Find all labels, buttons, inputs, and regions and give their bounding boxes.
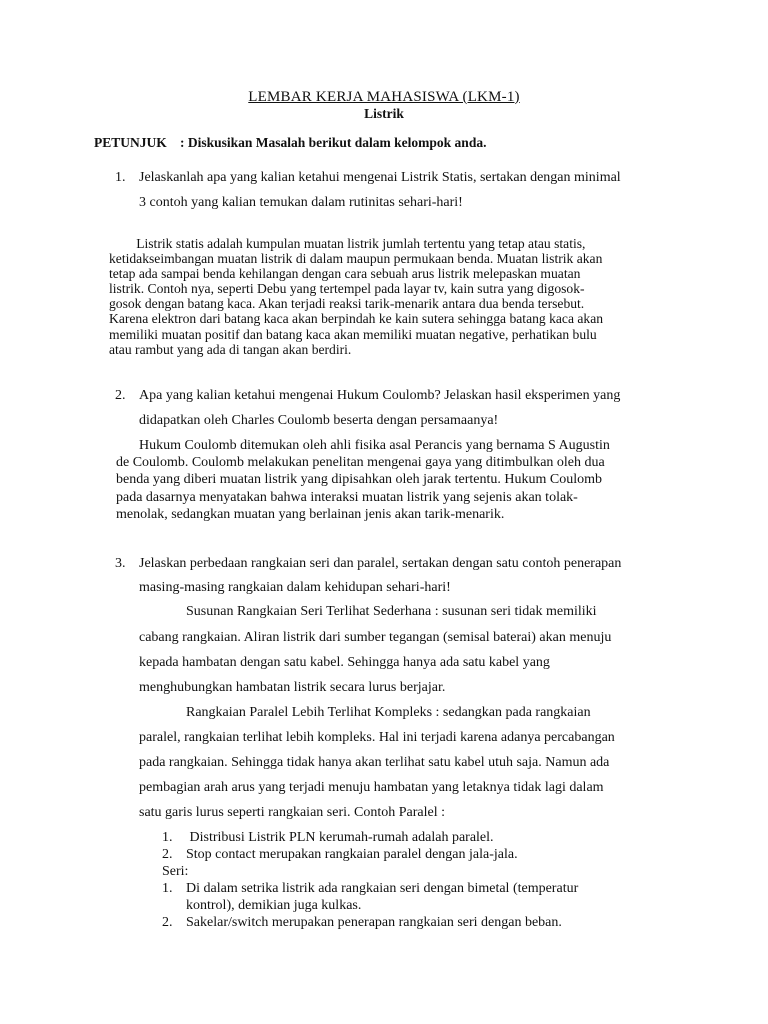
answer-line: menghubungkan hambatan listrik secara lurus berjajar. [139, 680, 446, 695]
answer-line: pada dasarnya menyatakan bahwa interaksi muatan listrik yang sejenis akan tolak- [116, 489, 578, 505]
answer-line: memiliki muatan positif dan batang kaca akan memiliki muatan negative, perhatikan bulu [109, 326, 597, 342]
question-line: Jelaskan perbedaan rangkaian seri dan paralel, sertakan dengan satu contoh penerapan [139, 556, 622, 571]
answer-line: listrik. Contoh nya, seperti Debu yang tertempel pada layar tv, kain sutra yang digosok- [109, 281, 585, 297]
answer-line: kepada hambatan dengan satu kabel. Sehingga hanya ada satu kabel yang [139, 655, 550, 670]
answer-line: satu garis lurus seperti rangkaian seri. Contoh Paralel : [139, 805, 445, 820]
answer-2 [116, 437, 610, 523]
list-item-continuation: kontrol), demikian juga kulkas. [186, 898, 362, 913]
list-item: Stop contact merupakan rangkaian paralel dengan jala-jala. [186, 847, 518, 862]
list-item: Sakelar/switch merupakan penerapan rangkaian seri dengan beban. [186, 915, 562, 930]
question-line: Jelaskanlah apa yang kalian ketahui mengenai Listrik Statis, sertakan dengan minimal [139, 170, 621, 185]
list-number: 1. [162, 830, 173, 845]
list-number: 2. [162, 847, 173, 862]
question-line: masing-masing rangkaian dalam kehidupan sehari-hari! [139, 580, 451, 595]
page-title: LEMBAR KERJA MAHASISWA (LKM-1) [248, 89, 520, 105]
page-subtitle: Listrik [364, 106, 404, 121]
answer-line: pembagian arah arus yang terjadi menuju hambatan yang letaknya tidak lagi dalam [139, 780, 604, 795]
answer-line: pada rangkaian. Sehingga tidak hanya akan terlihat satu kabel utuh saja. Namun ada [139, 755, 610, 770]
answer-line: tetap ada sampai benda kehilangan dengan cara sebuah arus listrik melepaskan muatan [109, 266, 581, 282]
list-number: 2. [162, 915, 173, 930]
instruction-label: PETUNJUK [94, 135, 167, 150]
answer-1 [109, 236, 679, 357]
question-line: 3 contoh yang kalian temukan dalam rutinitas sehari-hari! [139, 195, 463, 210]
series-label: Seri: [162, 864, 189, 879]
answer-line: paralel, rangkaian terlihat lebih kompleks. Hal ini terjadi karena adanya percabangan [139, 730, 615, 745]
answer-line: benda yang diberi muatan listrik yang dipisahkan oleh jarak tertentu. Hukum Coulomb [116, 472, 603, 488]
answer-line: gosok dengan batang kaca. Akan terjadi reaksi tarik-menarik antara dua benda tersebut. [109, 296, 585, 312]
answer-line: Rangkaian Paralel Lebih Terlihat Kompleks : sedangkan pada rangkaian [186, 705, 591, 720]
list-item: Distribusi Listrik PLN kerumah-rumah adalah paralel. [186, 830, 494, 845]
instruction-text: : Diskusikan Masalah berikut dalam kelompok anda. [180, 135, 487, 150]
answer-line: Susunan Rangkaian Seri Terlihat Sederhana : susunan seri tidak memiliki [186, 604, 597, 619]
answer-line: Hukum Coulomb ditemukan oleh ahli fisika asal Perancis yang bernama S Augustin [139, 438, 610, 453]
question-number: 2. [115, 388, 126, 403]
answer-line: atau rambut yang ada di tangan akan berdiri. [109, 341, 352, 357]
question-line: Apa yang kalian ketahui mengenai Hukum Coulomb? Jelaskan hasil eksperimen yang [139, 388, 621, 403]
answer-line: cabang rangkaian. Aliran listrik dari sumber tegangan (semisal baterai) akan menuju [139, 630, 612, 645]
answer-line: Listrik statis adalah kumpulan muatan listrik jumlah tertentu yang tetap atau statis, [109, 236, 586, 251]
question-number: 1. [115, 170, 126, 185]
list-item: Di dalam setrika listrik ada rangkaian seri dengan bimetal (temperatur [186, 881, 579, 896]
question-line: didapatkan oleh Charles Coulomb beserta dengan persamaanya! [139, 413, 499, 428]
list-number: 1. [162, 881, 173, 896]
question-number: 3. [115, 556, 126, 571]
answer-line: de Coulomb. Coulomb melakukan penelitan mengenai gaya yang ditimbulkan oleh dua [116, 455, 605, 471]
answer-line: Karena elektron dari batang kaca akan berpindah ke kain sutera sehingga batang kaca akan [109, 311, 604, 327]
answer-line: ketidakseimbangan muatan listrik di dalam maupun permukaan benda. Muatan listrik akan [109, 251, 603, 267]
instruction [94, 135, 486, 151]
answer-line: menolak, sedangkan muatan yang berlainan jenis akan tarik-menarik. [116, 506, 505, 522]
